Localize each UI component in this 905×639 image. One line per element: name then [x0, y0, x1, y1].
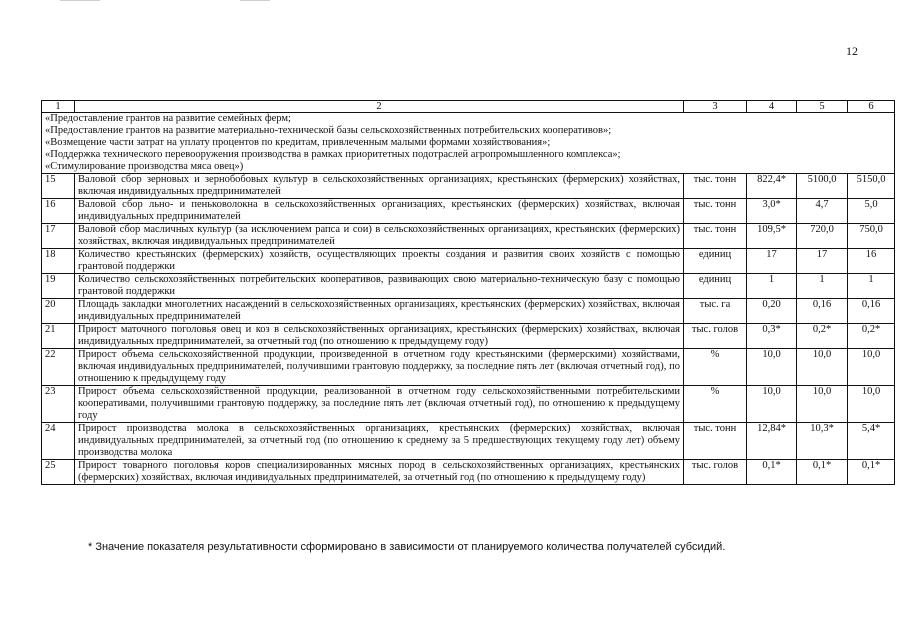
program-row: [42, 113, 895, 174]
row-number-cell: 22: [42, 349, 75, 386]
row-number-cell: 19: [42, 274, 75, 299]
program-list-cell: [42, 113, 895, 174]
value-col6-cell: 0,16: [848, 299, 895, 324]
table-row: [42, 274, 895, 299]
unit-cell: %: [684, 386, 747, 423]
header-cell: 6: [848, 101, 895, 113]
header-cell: 4: [747, 101, 797, 113]
indicator-description-cell: Прирост маточного поголовья овец и коз в сельскохозяйственных организациях, крестьянских (фермерских) хозяйствах, включая индивидуальных предпринимателей, за отчетный год (по отношению к предыдущему году): [75, 324, 684, 349]
table-row: [42, 199, 895, 224]
value-col6-cell: 16: [848, 249, 895, 274]
indicator-description-cell: Прирост объема сельскохозяйственной продукции, произведенной в отчетном году крестьянскими (фермерскими) хозяйствами, включая индивидуальных предпринимателей, получившими грантовую поддержку, за последние пять лет (включая отчетный год), по отношению к предыдущему году: [75, 349, 684, 386]
indicator-description-cell: Количество сельскохозяйственных потребительских кооперативов, развивающих свою материально-техническую базу с помощью грантовой поддержки: [75, 274, 684, 299]
indicator-description-cell: Прирост производства молока в сельскохозяйственных организациях, крестьянских (фермерских) хозяйствах, включая индивидуальных предпринимателей, за отчетный год (по отношению к среднему за 5 предшествующих текущему году лет) объему производства молока: [75, 423, 684, 460]
value-col6-cell: 0,2*: [848, 324, 895, 349]
program-line: «Поддержка технического перевооружения производства в рамках приоритетных подотраслей агропромышленного комплекса»;: [45, 149, 621, 160]
indicator-description-cell: Прирост объема сельскохозяйственной продукции, реализованной в отчетном году сельскохозяйственными потребительскими кооперативами, получившими грантовую поддержку, за последние пять лет (включая отчетный год), по отношению к предыдущему году: [75, 386, 684, 423]
unit-cell: единиц: [684, 274, 747, 299]
row-number-cell: 17: [42, 224, 75, 249]
value-col5-cell: 10,3*: [797, 423, 848, 460]
value-col5-cell: 17: [797, 249, 848, 274]
indicator-description-cell: Прирост товарного поголовья коров специализированных мясных пород в сельскохозяйственных организациях, крестьянских (фермерских) хозяйствах, включая индивидуальных предпринимателей, за отчетный год (по отношению к предыдущему году): [75, 460, 684, 485]
unit-cell: тыс. тонн: [684, 224, 747, 249]
indicator-description-cell: Валовой сбор масличных культур (за исключением рапса и сои) в сельскохозяйственных организациях, крестьянских (фермерских) хозяйствах, включая индивидуальных предпринимателей: [75, 224, 684, 249]
value-col6-cell: 10,0: [848, 349, 895, 386]
unit-cell: тыс. голов: [684, 324, 747, 349]
table-row: [42, 299, 895, 324]
indicator-description-cell: Валовой сбор льно- и пеньковолокна в сельскохозяйственных организациях, крестьянских (фермерских) хозяйствах, включая индивидуальных предпринимателей: [75, 199, 684, 224]
unit-cell: тыс. га: [684, 299, 747, 324]
unit-cell: единиц: [684, 249, 747, 274]
table-row: [42, 249, 895, 274]
row-number-cell: 16: [42, 199, 75, 224]
row-number-cell: 15: [42, 174, 75, 199]
unit-cell: тыс. тонн: [684, 423, 747, 460]
row-number-cell: 23: [42, 386, 75, 423]
program-line: «Возмещение части затрат на уплату процентов по кредитам, привлеченным малыми формами хозяйствования»;: [45, 137, 551, 148]
value-col4-cell: 3,0*: [747, 199, 797, 224]
indicator-description-cell: Валовой сбор зерновых и зернобобовых культур в сельскохозяйственных организациях, крестьянских (фермерских) хозяйствах, включая индивидуальных предпринимателей: [75, 174, 684, 199]
value-col5-cell: 0,16: [797, 299, 848, 324]
value-col6-cell: 10,0: [848, 386, 895, 423]
program-line: «Предоставление грантов на развитие семейных ферм;: [45, 113, 291, 124]
program-line: «Предоставление грантов на развитие материально-технической базы сельскохозяйственных потребительских кооперативов»;: [45, 125, 612, 136]
unit-cell: тыс. голов: [684, 460, 747, 485]
value-col4-cell: 1: [747, 274, 797, 299]
value-col5-cell: 5100,0: [797, 174, 848, 199]
value-col5-cell: 0,1*: [797, 460, 848, 485]
row-number-cell: 20: [42, 299, 75, 324]
value-col6-cell: 750,0: [848, 224, 895, 249]
table-header-row: [42, 101, 895, 113]
value-col4-cell: 10,0: [747, 349, 797, 386]
header-cell: 5: [797, 101, 848, 113]
value-col5-cell: 10,0: [797, 386, 848, 423]
value-col4-cell: 17: [747, 249, 797, 274]
table-row: [42, 349, 895, 386]
table-row: [42, 224, 895, 249]
indicator-description-cell: Площадь закладки многолетних насаждений в сельскохозяйственных организациях, крестьянских (фермерских) хозяйствах, включая индивидуальных предпринимателей: [75, 299, 684, 324]
header-cell: 3: [684, 101, 747, 113]
value-col5-cell: 10,0: [797, 349, 848, 386]
value-col4-cell: 10,0: [747, 386, 797, 423]
value-col4-cell: 822,4*: [747, 174, 797, 199]
header-cell: 1: [42, 101, 75, 113]
indicator-description-cell: Количество крестьянских (фермерских) хозяйств, осуществляющих проекты создания и развития своих хозяйств с помощью грантовой поддержки: [75, 249, 684, 274]
unit-cell: %: [684, 349, 747, 386]
value-col4-cell: 0,20: [747, 299, 797, 324]
row-number-cell: 24: [42, 423, 75, 460]
value-col6-cell: 5,4*: [848, 423, 895, 460]
unit-cell: тыс. тонн: [684, 174, 747, 199]
row-number-cell: 25: [42, 460, 75, 485]
row-number-cell: 21: [42, 324, 75, 349]
value-col4-cell: 0,3*: [747, 324, 797, 349]
value-col6-cell: 5150,0: [848, 174, 895, 199]
table-row: [42, 423, 895, 460]
value-col6-cell: 1: [848, 274, 895, 299]
table-row: [42, 174, 895, 199]
table-row: [42, 460, 895, 485]
scan-artifact: [60, 0, 100, 1]
program-line: «Стимулирование производства мяса овец»): [45, 161, 244, 172]
table-row: [42, 324, 895, 349]
row-number-cell: 18: [42, 249, 75, 274]
value-col4-cell: 109,5*: [747, 224, 797, 249]
header-cell: 2: [75, 101, 684, 113]
value-col5-cell: 4,7: [797, 199, 848, 224]
indicators-table: [41, 100, 895, 485]
value-col4-cell: 0,1*: [747, 460, 797, 485]
value-col6-cell: 0,1*: [848, 460, 895, 485]
page-number: 12: [846, 44, 858, 58]
value-col6-cell: 5,0: [848, 199, 895, 224]
value-col5-cell: 1: [797, 274, 848, 299]
unit-cell: тыс. тонн: [684, 199, 747, 224]
footnote: * Значение показателя результативности сформировано в зависимости от планируемого количества получателей субсидий.: [88, 541, 726, 553]
value-col4-cell: 12,84*: [747, 423, 797, 460]
scan-artifact: [240, 0, 270, 1]
value-col5-cell: 0,2*: [797, 324, 848, 349]
table-row: [42, 386, 895, 423]
value-col5-cell: 720,0: [797, 224, 848, 249]
